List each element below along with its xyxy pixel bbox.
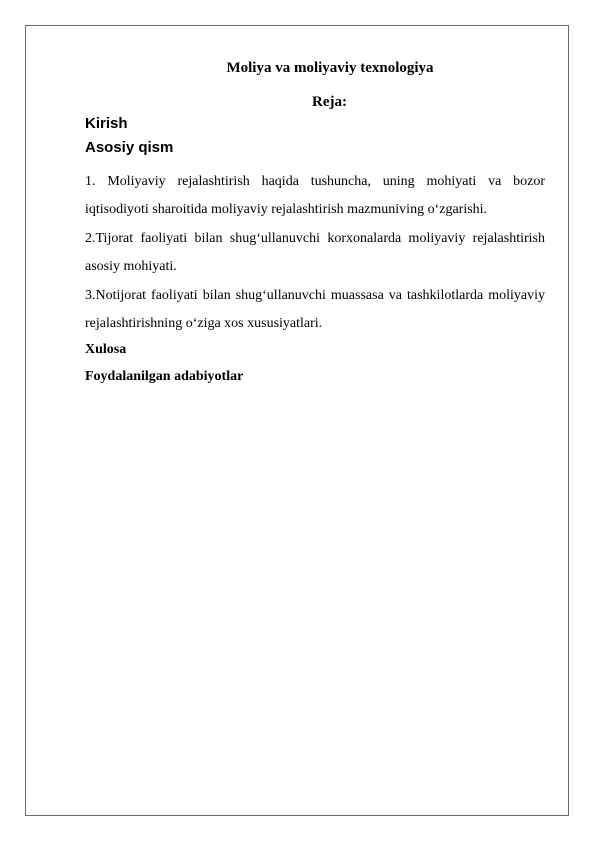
- plan-item-3: 3.Notijorat faoliyati bilan shug‘ullanuvchi muassasa va tashkilotlarda moliyaviy rejalashtirishning o‘ziga xos xususiyatlari.: [85, 288, 545, 331]
- plan-item-2: 2.Tijorat faoliyati bilan shug‘ullanuvchi korxonalarda moliyaviy rejalashtirish asosiy mohiyati.: [85, 231, 545, 274]
- document-title: Moliya va moliyaviy texnologiya: [226, 60, 434, 76]
- plan-heading: Reja:: [312, 94, 347, 110]
- section-conclusion: Xulosa: [85, 342, 127, 357]
- plan-item-1: 1. Moliyaviy rejalashtirish haqida tushuncha, uning mohiyati va bozor iqtisodiyoti sharoitida moliyaviy rejalashtirish mazmuniving o‘zgarishi.: [85, 174, 545, 217]
- section-references: Foydalanilgan adabiyotlar: [85, 369, 244, 384]
- section-introduction: Kirish: [85, 115, 128, 132]
- section-main-part: Asosiy qism: [85, 139, 174, 156]
